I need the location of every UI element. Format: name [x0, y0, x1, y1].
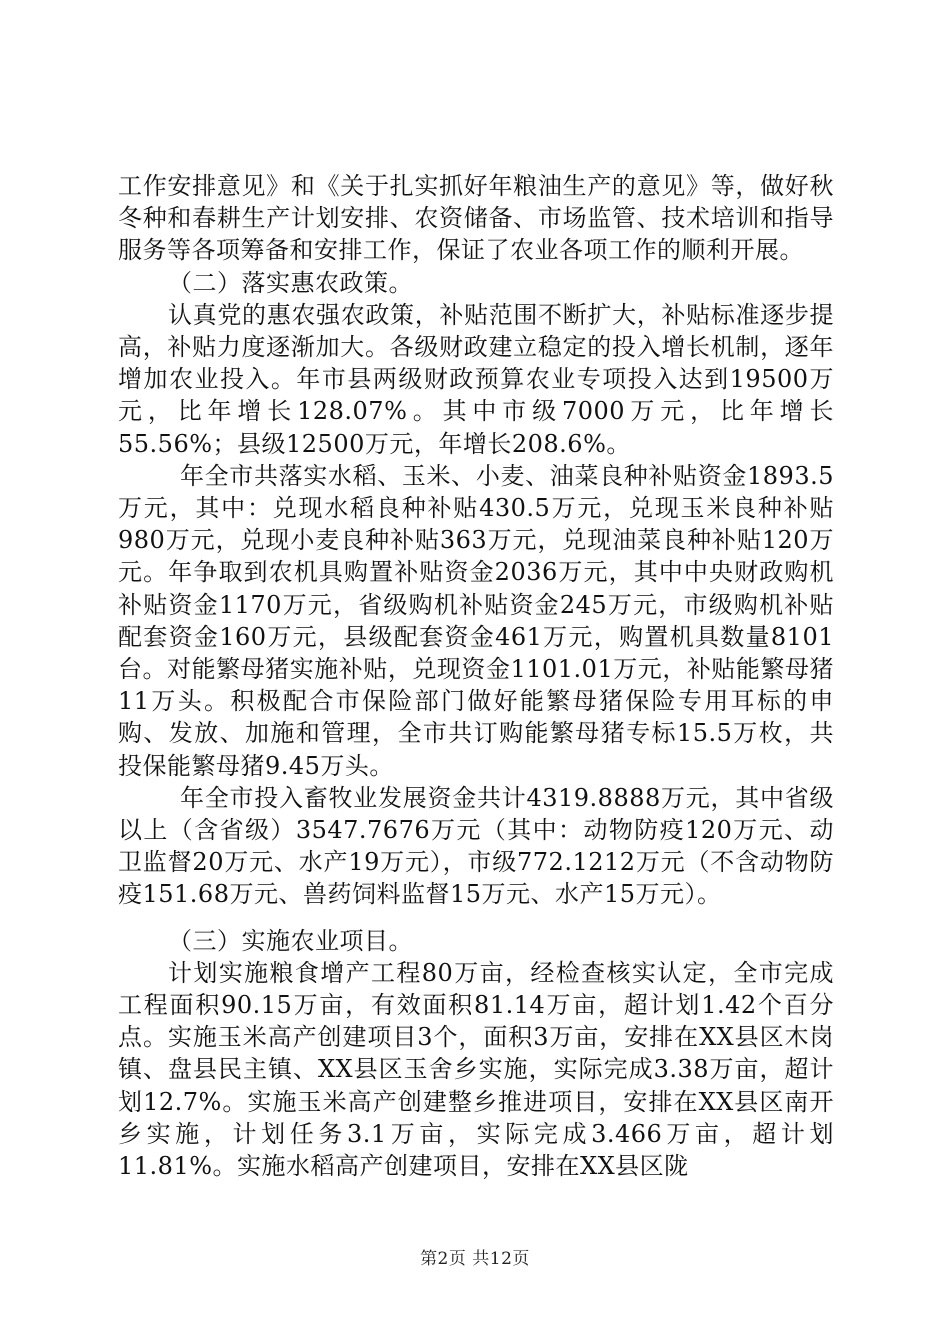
section-heading-2: （二）落实惠农政策。 [168, 268, 413, 297]
section-heading-3: （三）实施农业项目。 [168, 926, 413, 955]
page-number-footer: 第2页 共12页 [420, 1249, 530, 1269]
paragraph-subsidies: 年全市共落实水稻、玉米、小麦、油菜良种补贴资金1893.5万元，其中：兑现水稻良种补贴430.5万元，兑现玉米良种补贴980万元，兑现小麦良种补贴363万元，兑现油菜良种补贴120万元。年争取到农机具购置补贴资金2036万元，其中中央财政购机补贴资金1170万元，省级购机补贴资金245万元，市级购机补贴配套资金160万元，县级配套资金461万元，购置机具数量8101台。对能繁母猪实施补贴，兑现资金1101.01万元，补贴能繁母猪11万头。积极配合市保险部门做好能繁母猪保险专用耳标的申购、发放、加施和管理，全市共订购能繁母猪专标15.5万枚，共投保能繁母猪9.45万头。 [118, 461, 834, 780]
paragraph-policy-intro: 认真党的惠农强农政策，补贴范围不断扩大，补贴标准逐步提高，补贴力度逐渐加大。各级财政建立稳定的投入增长机制，逐年增加农业投入。年市县两级财政预算农业专项投入达到19500万元，比年增长128.07%。其中市级7000万元，比年增长55.56%；县级12500万元，年增长208.6%。 [118, 300, 834, 458]
paragraph-continuation: 工作安排意见》和《关于扎实抓好年粮油生产的意见》等，做好秋冬种和春耕生产计划安排、农资储备、市场监管、技术培训和指导服务等各项筹备和安排工作，保证了农业各项工作的顺利开展。 [118, 172, 834, 265]
document-body [118, 170, 834, 1182]
paragraph-livestock-funds: 年全市投入畜牧业发展资金共计4319.8888万元，其中省级以上（含省级）3547.7676万元（其中：动物防疫120万元、动卫监督20万元、水产19万元），市级772.1212万元（不含动物防疫151.68万元、兽药饲料监督15万元、水产15万元）。 [118, 783, 834, 909]
paragraph-projects: 计划实施粮食增产工程80万亩，经检查核实认定，全市完成工程面积90.15万亩，有效面积81.14万亩，超计划1.42个百分点。实施玉米高产创建项目3个，面积3万亩，安排在XX县区木岗镇、盘县民主镇、XX县区玉舍乡实施，实际完成3.38万亩，超计划12.7%。实施玉米高产创建整乡推进项目，安排在XX县区南开乡实施，计划任务3.1万亩，实际完成3.466万亩，超计划11.81%。实施水稻高产创建项目，安排在XX县区陇 [118, 958, 834, 1181]
